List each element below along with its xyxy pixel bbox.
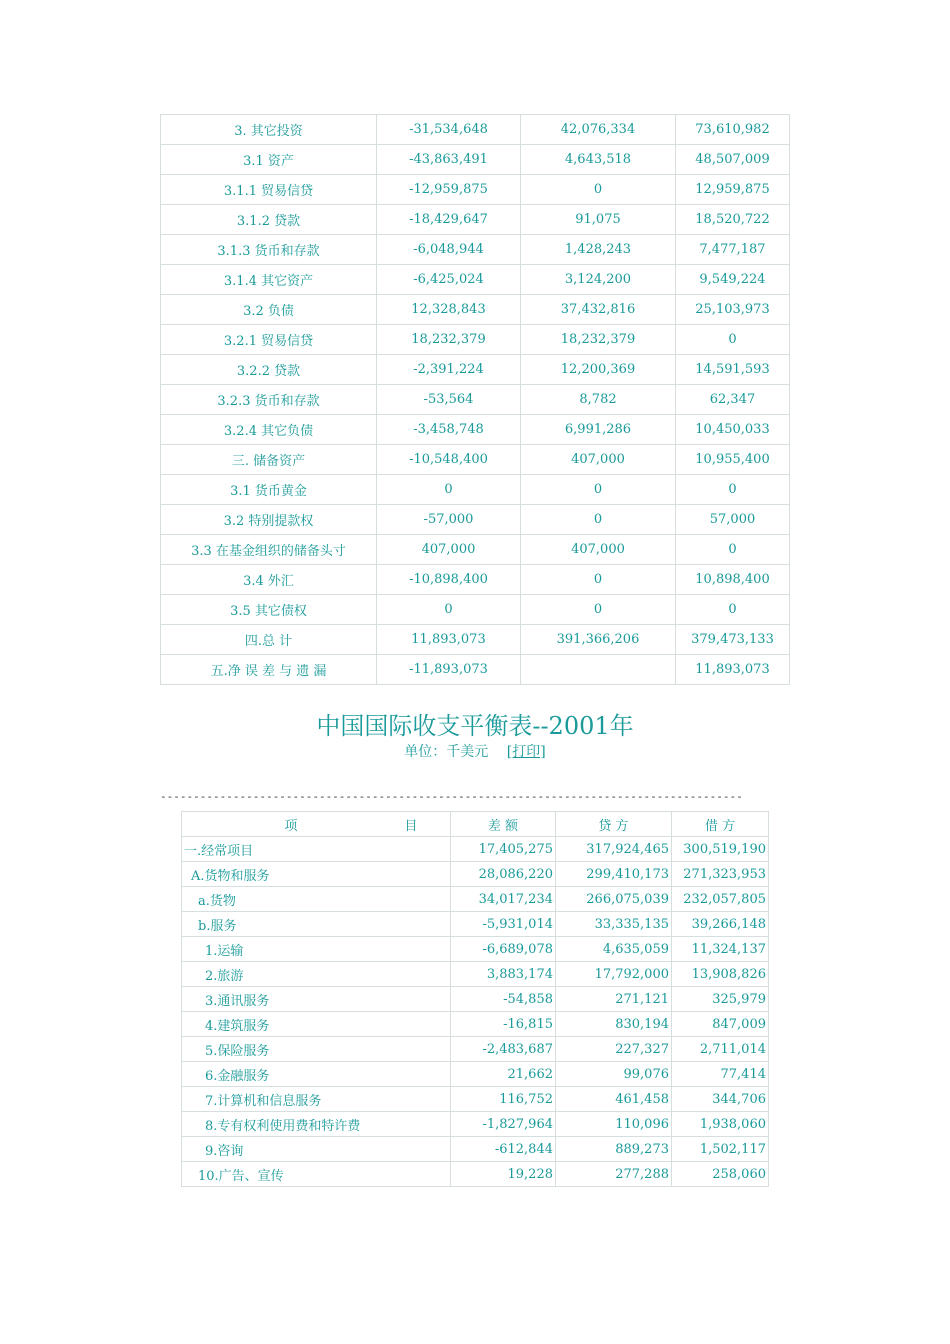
row-value: 25,103,973	[676, 295, 790, 325]
row-value: 116,752	[451, 1087, 556, 1112]
row-value: -2,391,224	[377, 355, 521, 385]
row-label: 6.金融服务	[182, 1062, 451, 1087]
row-value: 1,938,060	[672, 1112, 769, 1137]
table-row	[161, 115, 790, 145]
table-row	[182, 912, 769, 937]
row-value: -18,429,647	[377, 205, 521, 235]
row-value: -10,898,400	[377, 565, 521, 595]
row-value: 18,232,379	[521, 325, 676, 355]
row-label: 3.2 负债	[161, 295, 377, 325]
row-value: 12,959,875	[676, 175, 790, 205]
table-row	[161, 445, 790, 475]
row-label: b.服务	[182, 912, 451, 937]
table-row	[161, 295, 790, 325]
row-value: -2,483,687	[451, 1037, 556, 1062]
row-value: 10,450,033	[676, 415, 790, 445]
row-value: 0	[377, 475, 521, 505]
table-row	[161, 235, 790, 265]
row-value: 407,000	[521, 445, 676, 475]
row-value: 11,893,073	[676, 655, 790, 685]
row-label: 5.保险服务	[182, 1037, 451, 1062]
row-label: 10.广告、宣传	[182, 1162, 451, 1187]
row-value: 6,991,286	[521, 415, 676, 445]
row-label: 3.2 特别提款权	[161, 505, 377, 535]
row-value: 277,288	[556, 1162, 672, 1187]
row-value: 33,335,135	[556, 912, 672, 937]
unit-line	[0, 741, 950, 761]
row-label: 3.1.4 其它资产	[161, 265, 377, 295]
table-row	[182, 1162, 769, 1187]
row-value: 232,057,805	[672, 887, 769, 912]
row-value: 0	[521, 475, 676, 505]
row-value: 266,075,039	[556, 887, 672, 912]
row-value: 1,428,243	[521, 235, 676, 265]
row-value: -3,458,748	[377, 415, 521, 445]
row-label: 3.2.4 其它负债	[161, 415, 377, 445]
row-value: 17,405,275	[451, 837, 556, 862]
table-row	[161, 265, 790, 295]
row-value: 344,706	[672, 1087, 769, 1112]
row-value: 227,327	[556, 1037, 672, 1062]
table-row	[161, 415, 790, 445]
row-value: 391,366,206	[521, 625, 676, 655]
row-value: -1,827,964	[451, 1112, 556, 1137]
page-title: 中国国际收支平衡表--2001年	[316, 712, 634, 740]
row-value: 271,323,953	[672, 862, 769, 887]
row-value: 34,017,234	[451, 887, 556, 912]
row-value: 0	[521, 595, 676, 625]
row-label: 3.2.2 贷款	[161, 355, 377, 385]
row-label: 3.1.1 贸易信贷	[161, 175, 377, 205]
table-header-row	[182, 812, 769, 837]
row-value: 21,662	[451, 1062, 556, 1087]
row-value: 77,414	[672, 1062, 769, 1087]
row-value: -12,959,875	[377, 175, 521, 205]
row-value	[521, 655, 676, 685]
table-row	[182, 1062, 769, 1087]
row-value: -6,048,944	[377, 235, 521, 265]
row-value: 91,075	[521, 205, 676, 235]
row-label: 3.1.2 贷款	[161, 205, 377, 235]
row-value: 37,432,816	[521, 295, 676, 325]
row-label: 3.通讯服务	[182, 987, 451, 1012]
row-label: 3.1 资产	[161, 145, 377, 175]
table-row	[161, 625, 790, 655]
row-label: 五.净 误 差 与 遗 漏	[161, 655, 377, 685]
table-row	[182, 862, 769, 887]
row-value: 13,908,826	[672, 962, 769, 987]
table-row	[182, 1137, 769, 1162]
table-row	[161, 475, 790, 505]
row-value: 11,893,073	[377, 625, 521, 655]
row-label: 三. 储备资产	[161, 445, 377, 475]
row-value: 10,955,400	[676, 445, 790, 475]
row-value: 73,610,982	[676, 115, 790, 145]
row-value: 299,410,173	[556, 862, 672, 887]
row-label: 3.3 在基金组织的储备头寸	[161, 535, 377, 565]
row-value: 0	[521, 175, 676, 205]
table-row	[161, 145, 790, 175]
row-value: 847,009	[672, 1012, 769, 1037]
row-value: 300,519,190	[672, 837, 769, 862]
bop-2001-table	[181, 811, 769, 1187]
table-row	[161, 505, 790, 535]
table-row	[182, 1087, 769, 1112]
row-value: 18,520,722	[676, 205, 790, 235]
row-value: 4,643,518	[521, 145, 676, 175]
row-value: 0	[377, 595, 521, 625]
row-value: 0	[521, 505, 676, 535]
row-label: A.货物和服务	[182, 862, 451, 887]
table-row	[161, 595, 790, 625]
divider: ----------------------------------------------------------------------------------------	[160, 790, 743, 803]
row-label: 9.咨询	[182, 1137, 451, 1162]
row-value: 48,507,009	[676, 145, 790, 175]
row-value: -43,863,491	[377, 145, 521, 175]
table-row	[161, 385, 790, 415]
row-value: 99,076	[556, 1062, 672, 1087]
row-label: 一.经常项目	[182, 837, 451, 862]
row-value: 3,883,174	[451, 962, 556, 987]
row-label: 3.1.3 货币和存款	[161, 235, 377, 265]
row-value: -11,893,073	[377, 655, 521, 685]
row-value: 461,458	[556, 1087, 672, 1112]
header-debit: 借 方	[672, 812, 769, 837]
row-value: 18,232,379	[377, 325, 521, 355]
table-row	[161, 325, 790, 355]
table-row	[182, 987, 769, 1012]
reserve-table-body	[161, 115, 790, 685]
table-row	[161, 565, 790, 595]
table-row	[161, 535, 790, 565]
table-row	[161, 175, 790, 205]
row-value: 11,324,137	[672, 937, 769, 962]
table-row	[182, 1012, 769, 1037]
row-value: 0	[676, 325, 790, 355]
row-value: 9,549,224	[676, 265, 790, 295]
bop-2001-table-body	[182, 812, 769, 1187]
row-value: 7,477,187	[676, 235, 790, 265]
row-value: 0	[676, 595, 790, 625]
unit-label: 单位：千美元	[404, 744, 489, 760]
row-value: 2,711,014	[672, 1037, 769, 1062]
row-value: -10,548,400	[377, 445, 521, 475]
row-label: 2.旅游	[182, 962, 451, 987]
row-value: 379,473,133	[676, 625, 790, 655]
table-row	[182, 1112, 769, 1137]
row-label: 3.4 外汇	[161, 565, 377, 595]
header-diff: 差 额	[451, 812, 556, 837]
table-row	[161, 355, 790, 385]
row-value: 889,273	[556, 1137, 672, 1162]
row-value: -54,858	[451, 987, 556, 1012]
table-row	[182, 887, 769, 912]
row-value: 14,591,593	[676, 355, 790, 385]
row-value: 17,792,000	[556, 962, 672, 987]
row-value: 39,266,148	[672, 912, 769, 937]
row-value: 3,124,200	[521, 265, 676, 295]
row-label: 3.2.1 贸易信贷	[161, 325, 377, 355]
print-link[interactable]: [打印]	[506, 744, 546, 760]
table-row	[182, 962, 769, 987]
row-value: -6,689,078	[451, 937, 556, 962]
row-value: -6,425,024	[377, 265, 521, 295]
row-value: 0	[676, 475, 790, 505]
row-value: 8,782	[521, 385, 676, 415]
row-value: 28,086,220	[451, 862, 556, 887]
row-label: 3.5 其它债权	[161, 595, 377, 625]
row-value: 12,200,369	[521, 355, 676, 385]
row-label: 3.2.3 货币和存款	[161, 385, 377, 415]
row-label: 7.计算机和信息服务	[182, 1087, 451, 1112]
row-value: 0	[676, 535, 790, 565]
row-value: -31,534,648	[377, 115, 521, 145]
row-label: 8.专有权利使用费和特许费	[182, 1112, 451, 1137]
row-value: 42,076,334	[521, 115, 676, 145]
row-label: 3.1 货币黄金	[161, 475, 377, 505]
header-item-b: 目	[404, 818, 418, 834]
row-value: 0	[521, 565, 676, 595]
row-value: 830,194	[556, 1012, 672, 1037]
table-row	[182, 837, 769, 862]
row-value: 10,898,400	[676, 565, 790, 595]
row-label: 4.建筑服务	[182, 1012, 451, 1037]
table-row	[161, 655, 790, 685]
row-value: -53,564	[377, 385, 521, 415]
row-label: a.货物	[182, 887, 451, 912]
row-value: -5,931,014	[451, 912, 556, 937]
reserve-table	[160, 114, 790, 685]
row-value: -612,844	[451, 1137, 556, 1162]
row-label: 1.运输	[182, 937, 451, 962]
header-item	[182, 812, 451, 837]
row-value: 12,328,843	[377, 295, 521, 325]
row-value: 407,000	[377, 535, 521, 565]
row-value: 317,924,465	[556, 837, 672, 862]
row-value: 62,347	[676, 385, 790, 415]
row-value: 407,000	[521, 535, 676, 565]
row-value: 19,228	[451, 1162, 556, 1187]
row-value: 271,121	[556, 987, 672, 1012]
row-value: 258,060	[672, 1162, 769, 1187]
header-credit: 贷 方	[556, 812, 672, 837]
row-value: -16,815	[451, 1012, 556, 1037]
table-row	[161, 205, 790, 235]
table-row	[182, 937, 769, 962]
row-label: 四.总 计	[161, 625, 377, 655]
row-value: 57,000	[676, 505, 790, 535]
row-value: 4,635,059	[556, 937, 672, 962]
row-value: 325,979	[672, 987, 769, 1012]
table-row	[182, 1037, 769, 1062]
row-value: 110,096	[556, 1112, 672, 1137]
row-value: -57,000	[377, 505, 521, 535]
header-item-a: 项	[284, 818, 298, 834]
row-value: 1,502,117	[672, 1137, 769, 1162]
row-label: 3. 其它投资	[161, 115, 377, 145]
